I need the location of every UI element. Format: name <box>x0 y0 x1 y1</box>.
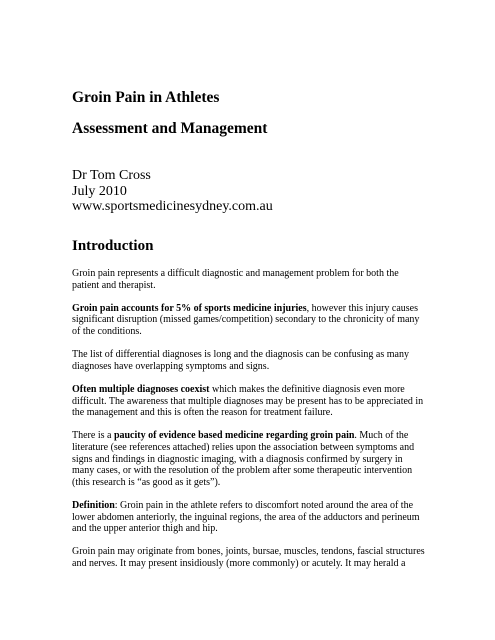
paragraph-7 <box>72 546 425 569</box>
author-block <box>72 168 273 215</box>
paragraph-6-bold: Definition <box>72 500 115 512</box>
paragraph-4-text: which makes the definitive diagnosis even more difficult. The awareness that multiple diagnoses may be present has to be appreciated in the management and this is often the reason for treatment failure. <box>72 383 424 419</box>
paragraph-6-text: : Groin pain in the athlete refers to discomfort noted around the area of the lower abdomen anteriorly, the inguinal regions, the area of the adductors and perineum and the upper anterior thigh and hip. <box>72 500 420 535</box>
document-body <box>72 268 425 581</box>
paragraph-5 <box>72 430 425 489</box>
paragraph-3-text: The list of differential diagnoses is long and the diagnosis can be confusing as many diagnoses have overlapping symptoms and signs. <box>72 349 409 372</box>
paragraph-5-text: . Much of the literature (see references attached) relies upon the association between symptoms and signs and findings in diagnostic imaging, with a diagnosis confirmed by surgery in many cases, or with the resolution of the problem after some therapeutic intervention (this research is “as good as it gets”). <box>72 430 415 489</box>
paragraph-4-bold: Often multiple diagnoses coexist <box>72 383 210 395</box>
paragraph-4 <box>72 384 425 419</box>
paragraph-5-pre: There is a <box>72 430 114 442</box>
paragraph-2-text: , however this injury causes significant disruption (missed games/competition) secondary to the chronicity of many of the conditions. <box>72 302 420 338</box>
document-date: July 2010 <box>72 183 127 199</box>
author-name: Dr Tom Cross <box>72 168 151 183</box>
paragraph-3 <box>72 349 425 372</box>
paragraph-5-bold: paucity of evidence based medicine regarding groin pain <box>113 430 355 442</box>
section-heading-introduction: Introduction <box>72 238 154 254</box>
paragraph-7-text: Groin pain may originate from bones, joints, bursae, muscles, tendons, fascial structures and nerves. It may present insidiously (more commonly) or acutely. It may herald a <box>72 546 425 570</box>
paragraph-1-text: Groin pain represents a difficult diagnostic and management problem for both the patient and therapist. <box>72 268 399 291</box>
document-title: Groin Pain in Athletes <box>72 89 220 106</box>
paragraph-2-bold: Groin pain accounts for 5% of sports medicine injuries <box>72 302 307 314</box>
paragraph-6 <box>72 500 425 535</box>
paragraph-2 <box>72 303 425 338</box>
website-link: www.sportsmedicinesydney.com.au <box>72 199 273 215</box>
paragraph-1 <box>72 268 425 291</box>
document-subtitle: Assessment and Management <box>72 120 268 137</box>
